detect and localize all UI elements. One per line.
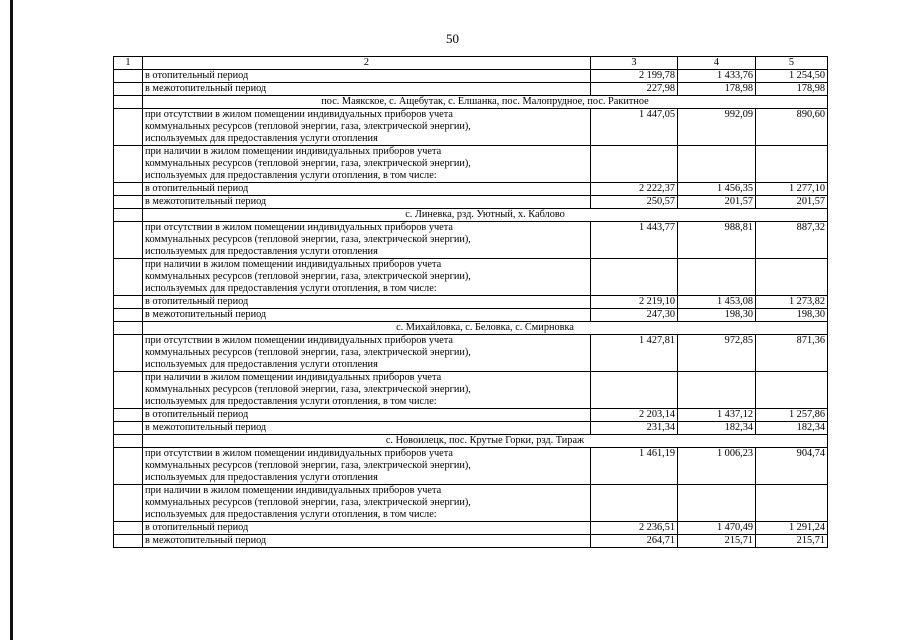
row-number-cell <box>114 435 143 448</box>
tariff-value-4 <box>678 485 756 522</box>
table-row <box>114 259 828 296</box>
table-row <box>114 335 828 372</box>
row-description: в отопительный период <box>143 409 591 422</box>
tariff-value-4: 1 456,35 <box>678 183 756 196</box>
settlement-group-row <box>114 96 828 109</box>
settlement-group-row <box>114 435 828 448</box>
table-row <box>114 222 828 259</box>
tariff-value-4: 215,71 <box>678 535 756 548</box>
table-body <box>114 70 828 548</box>
tariff-value-4: 182,34 <box>678 422 756 435</box>
row-description: в межотопительный период <box>143 196 591 209</box>
row-description: при наличии в жилом помещении индивидуальных приборов учета коммунальных ресурсов (тепловой энергии, газа, электрической энергии), используемых для предоставления услуги отопления, в том числе: <box>143 485 591 522</box>
tariff-value-5 <box>756 259 828 296</box>
settlement-group-title: с. Линевка, рзд. Уютный, х. Каблово <box>143 209 828 222</box>
tariff-value-4: 988,81 <box>678 222 756 259</box>
tariff-value-3 <box>591 146 678 183</box>
row-number-cell <box>114 372 143 409</box>
tariff-value-4 <box>678 259 756 296</box>
tariff-value-3: 1 447,05 <box>591 109 678 146</box>
column-header: 1 <box>114 57 143 70</box>
tariff-value-3: 264,71 <box>591 535 678 548</box>
table-row <box>114 296 828 309</box>
settlement-group-title: с. Михайловка, с. Беловка, с. Смирновка <box>143 322 828 335</box>
row-number-cell <box>114 83 143 96</box>
tariff-value-5: 887,32 <box>756 222 828 259</box>
tariff-value-5: 182,34 <box>756 422 828 435</box>
row-description: при отсутствии в жилом помещении индивидуальных приборов учета коммунальных ресурсов (тепловой энергии, газа, электрической энергии), используемых для предоставления услуги отопления <box>143 109 591 146</box>
table-row <box>114 409 828 422</box>
table-row <box>114 422 828 435</box>
row-description: при наличии в жилом помещении индивидуальных приборов учета коммунальных ресурсов (тепловой энергии, газа, электрической энергии), используемых для предоставления услуги отопления, в том числе: <box>143 259 591 296</box>
row-number-cell <box>114 322 143 335</box>
settlement-group-title: с. Новоилецк, пос. Крутые Горки, рзд. Тираж <box>143 435 828 448</box>
tariff-value-5: 201,57 <box>756 196 828 209</box>
tariff-value-3: 2 219,10 <box>591 296 678 309</box>
settlement-group-row <box>114 322 828 335</box>
table-row <box>114 309 828 322</box>
row-number-cell <box>114 296 143 309</box>
table-row <box>114 522 828 535</box>
tariff-value-3: 250,57 <box>591 196 678 209</box>
settlement-group-row <box>114 209 828 222</box>
tariff-value-5: 178,98 <box>756 83 828 96</box>
row-description: при отсутствии в жилом помещении индивидуальных приборов учета коммунальных ресурсов (тепловой энергии, газа, электрической энергии), используемых для предоставления услуги отопления <box>143 335 591 372</box>
tariff-value-4: 178,98 <box>678 83 756 96</box>
tariff-value-3 <box>591 372 678 409</box>
tariff-value-3: 1 427,81 <box>591 335 678 372</box>
tariff-value-4: 1 433,76 <box>678 70 756 83</box>
row-number-cell <box>114 183 143 196</box>
tariff-value-5 <box>756 372 828 409</box>
table-row <box>114 485 828 522</box>
tariff-value-3: 2 222,37 <box>591 183 678 196</box>
tariff-value-3: 2 236,51 <box>591 522 678 535</box>
tariff-value-4: 198,30 <box>678 309 756 322</box>
tariff-value-3 <box>591 259 678 296</box>
tariff-value-3 <box>591 485 678 522</box>
tariff-value-5: 1 257,86 <box>756 409 828 422</box>
tariff-value-5: 871,36 <box>756 335 828 372</box>
tariff-value-5: 904,74 <box>756 448 828 485</box>
row-number-cell <box>114 535 143 548</box>
row-description: в межотопительный период <box>143 83 591 96</box>
tariff-value-4: 201,57 <box>678 196 756 209</box>
row-description: в отопительный период <box>143 296 591 309</box>
row-number-cell <box>114 70 143 83</box>
row-number-cell <box>114 196 143 209</box>
row-description: в межотопительный период <box>143 422 591 435</box>
column-header: 4 <box>678 57 756 70</box>
table-header-row <box>114 57 828 70</box>
column-header: 3 <box>591 57 678 70</box>
tariff-value-4: 992,09 <box>678 109 756 146</box>
row-number-cell <box>114 209 143 222</box>
row-number-cell <box>114 96 143 109</box>
row-number-cell <box>114 485 143 522</box>
row-number-cell <box>114 335 143 372</box>
tariff-value-3: 227,98 <box>591 83 678 96</box>
tariff-value-3: 2 199,78 <box>591 70 678 83</box>
row-description: в отопительный период <box>143 522 591 535</box>
page-number: 50 <box>446 31 459 46</box>
page-left-edge <box>10 0 13 640</box>
row-description: при наличии в жилом помещении индивидуальных приборов учета коммунальных ресурсов (тепловой энергии, газа, электрической энергии), используемых для предоставления услуги отопления, в том числе: <box>143 372 591 409</box>
row-description: при отсутствии в жилом помещении индивидуальных приборов учета коммунальных ресурсов (тепловой энергии, газа, электрической энергии), используемых для предоставления услуги отопления <box>143 448 591 485</box>
table-row <box>114 109 828 146</box>
tariff-value-4: 1 453,08 <box>678 296 756 309</box>
tariff-value-4 <box>678 372 756 409</box>
table-row <box>114 372 828 409</box>
tariff-value-3: 1 443,77 <box>591 222 678 259</box>
row-number-cell <box>114 448 143 485</box>
tariff-value-5: 1 291,24 <box>756 522 828 535</box>
row-description: в отопительный период <box>143 183 591 196</box>
tariff-value-4 <box>678 146 756 183</box>
row-number-cell <box>114 222 143 259</box>
tariff-value-5: 1 254,50 <box>756 70 828 83</box>
table-row <box>114 196 828 209</box>
tariff-value-3: 2 203,14 <box>591 409 678 422</box>
tariff-value-4: 1 006,23 <box>678 448 756 485</box>
tariff-value-4: 972,85 <box>678 335 756 372</box>
tariff-value-5 <box>756 485 828 522</box>
tariff-value-3: 1 461,19 <box>591 448 678 485</box>
tariff-value-5: 890,60 <box>756 109 828 146</box>
row-description: при наличии в жилом помещении индивидуальных приборов учета коммунальных ресурсов (тепловой энергии, газа, электрической энергии), используемых для предоставления услуги отопления, в том числе: <box>143 146 591 183</box>
row-number-cell <box>114 422 143 435</box>
tariff-value-5: 198,30 <box>756 309 828 322</box>
row-number-cell <box>114 522 143 535</box>
table-row <box>114 448 828 485</box>
row-number-cell <box>114 146 143 183</box>
row-description: в отопительный период <box>143 70 591 83</box>
tariff-table <box>113 56 828 548</box>
table-row <box>114 183 828 196</box>
table-row <box>114 146 828 183</box>
tariff-value-3: 231,34 <box>591 422 678 435</box>
column-header: 5 <box>756 57 828 70</box>
tariff-value-4: 1 437,12 <box>678 409 756 422</box>
tariff-value-5: 215,71 <box>756 535 828 548</box>
row-description: в межотопительный период <box>143 535 591 548</box>
tariff-value-3: 247,30 <box>591 309 678 322</box>
settlement-group-title: пос. Маякское, с. Ащебутак, с. Елшанка, пос. Малопрудное, пос. Ракитное <box>143 96 828 109</box>
table-row <box>114 70 828 83</box>
tariff-value-5: 1 277,10 <box>756 183 828 196</box>
column-header: 2 <box>143 57 591 70</box>
row-description: в межотопительный период <box>143 309 591 322</box>
table-row <box>114 83 828 96</box>
row-number-cell <box>114 309 143 322</box>
row-number-cell <box>114 259 143 296</box>
row-number-cell <box>114 409 143 422</box>
tariff-value-4: 1 470,49 <box>678 522 756 535</box>
row-description: при отсутствии в жилом помещении индивидуальных приборов учета коммунальных ресурсов (тепловой энергии, газа, электрической энергии), используемых для предоставления услуги отопления <box>143 222 591 259</box>
tariff-value-5 <box>756 146 828 183</box>
tariff-value-5: 1 273,82 <box>756 296 828 309</box>
table-row <box>114 535 828 548</box>
row-number-cell <box>114 109 143 146</box>
